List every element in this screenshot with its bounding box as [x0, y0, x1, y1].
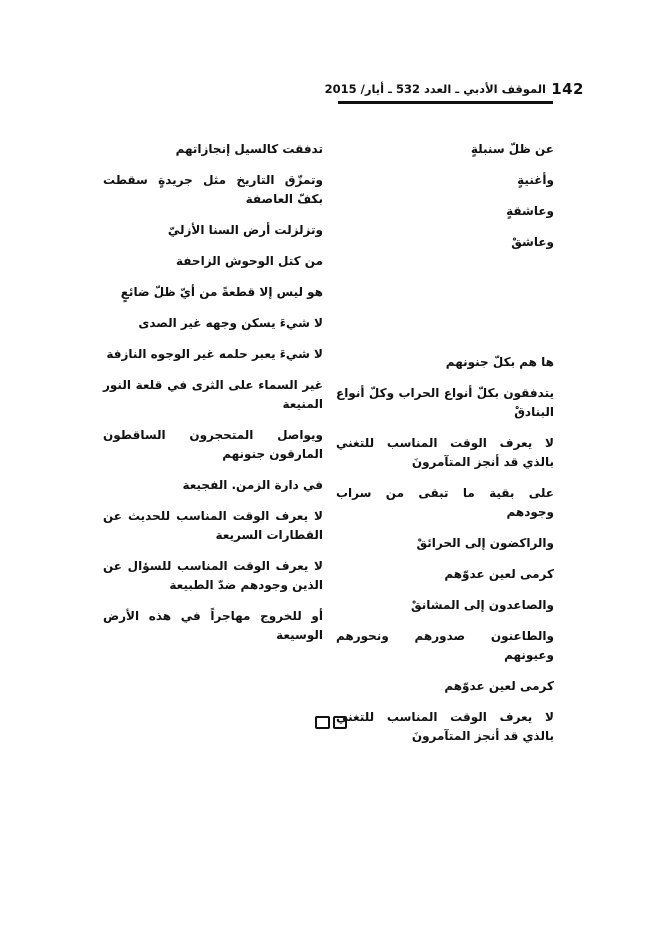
poem-line: لا شيءَ يعبر حلمه غير الوجوه النازفة — [106, 347, 323, 361]
poem-line: لا يعرف الوقت المناسب للحديث عن القطارات السريعة — [103, 509, 323, 542]
poem-line: لا شيءَ يسكن وجهه غير الصدى — [138, 316, 323, 330]
poem-line: والصاعدون إلى المشانقْ — [410, 598, 554, 612]
poem-line: كرمى لعين عدوّهم — [444, 567, 554, 581]
header-rule — [338, 101, 553, 104]
poem-line: غير السماء على الثرى في قلعة النور المنيعة — [103, 378, 323, 411]
running-head: الموقف الأدبي ـ العدد 532 ـ أيار/ 2015 — [324, 82, 546, 96]
poem-left-column — [103, 140, 323, 657]
end-square-icon — [333, 716, 348, 729]
poem-line: تدفقت كالسيل إنجازاتهم — [175, 142, 323, 156]
poem-line: عن ظلّ سنبلةٍ — [470, 142, 554, 156]
poem-line: ويواصل المتحجرون الساقطون المارقون جنونهم — [103, 428, 323, 461]
poem-right-column — [336, 140, 554, 758]
poem-line: كرمى لعين عدوّهم — [444, 679, 554, 693]
poem-line: هو ليس إلا قطعةً من أيّ ظلّ ضائعٍ — [120, 285, 323, 299]
poem-line: وعاشقْ — [511, 235, 554, 249]
poem-line: وعاشقةٍ — [506, 204, 554, 218]
end-of-text-mark — [315, 716, 347, 728]
poem-line: وأغنيةٍ — [517, 173, 554, 187]
poem-line: أو للخروج مهاجراً في هذه الأرض الوسيعة — [103, 609, 323, 642]
poem-line: وتزلزلت أرض السنا الأزليّ — [167, 223, 323, 237]
page-header — [324, 74, 586, 102]
end-square-icon — [315, 716, 330, 729]
poem-line: يتدفقون بكلّ أنواع الحراب وكلّ أنواع البنادقْ — [336, 386, 554, 419]
poem-line: لا يعرف الوقت المناسب للتغني بالذي قد أنجز المتآمرونَ — [336, 710, 554, 743]
stanza-break — [336, 264, 554, 353]
poem-line: في دارة الزمن. الفجيعة — [182, 478, 323, 492]
poem-line: لا يعرف الوقت المناسب للتغني بالذي قد أنجز المتآمرونَ — [336, 436, 554, 469]
poem-line: والراكضون إلى الحرائقْ — [416, 536, 554, 550]
poem-line: لا يعرف الوقت المناسب للسؤال عن الذين وجودهم ضدّ الطبيعة — [103, 559, 323, 592]
page-number: 142 — [551, 80, 584, 98]
poem-line: ها هم بكلّ جنونهم — [445, 355, 554, 369]
poem-line: والطاعنون صدورهم ونحورهم وعيونهم — [336, 629, 554, 662]
poem-line: وتمزّق التاريخ مثل جريدةٍ سقطت بكفّ العاصفة — [103, 173, 323, 206]
poem-line: على بقية ما تبقى من سراب وجودهم — [336, 486, 554, 519]
poem-line: من كتل الوحوش الزاحفة — [176, 254, 323, 268]
